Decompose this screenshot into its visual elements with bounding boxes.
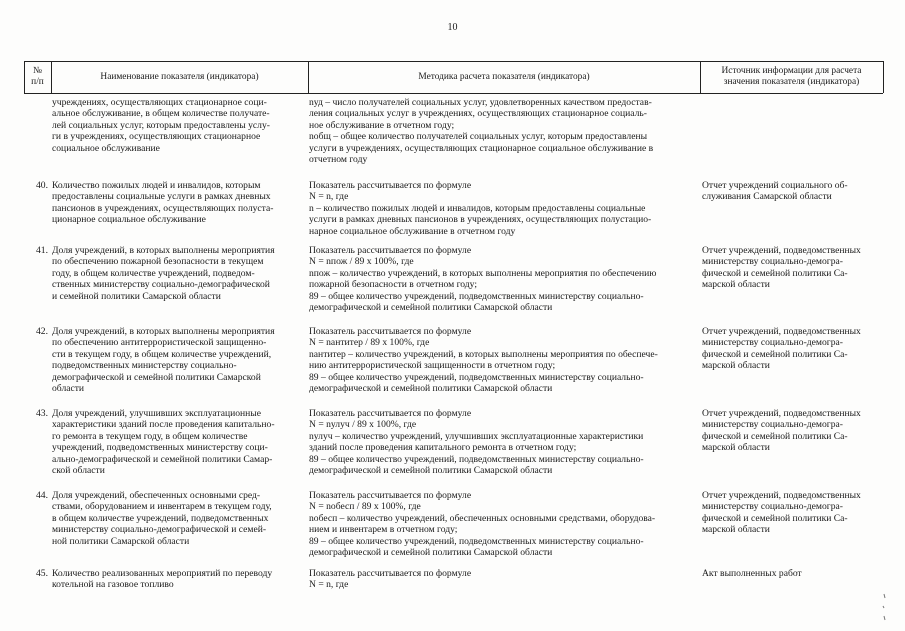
row-method: Показатель рассчитывается по формуле N = nобесп / 89 x 100%, где nобесп – количество учреждений, обеспеченных основными средствами, оборудова- нием и инвентарем в отчетном году; 89 – общее количество учреждений, подведомственных министерству социально- демографической и семейной политики Самарской области (309, 490, 656, 559)
row-name: Количество реализованных мероприятий по переводу котельной на газовое топливо (52, 568, 273, 591)
table-header-bottom-rule (24, 93, 883, 94)
row-name: Доля учреждений, обеспеченных основными сред- ствами, оборудованием и инвентарем в текущем году, в общем количестве учреждений, подведомственных министерству социально-демографической и семей- ной политики Самарской области (52, 490, 272, 547)
row-num: 41. (36, 245, 48, 256)
header-name: Наименование показателя (индикатора) (100, 71, 259, 82)
row-num: 45. (36, 568, 48, 579)
row-name: учреждениях, осуществляющих стационарное соци- альное обслуживание, в общем количестве получате- лей социальных услуг, которым предоставлены услу- ги в учреждениях, осуществляющих стационарное социальное обслуживание (52, 97, 270, 154)
page-number: 10 (447, 22, 458, 33)
row-method: Показатель рассчитывается по формуле N = nулуч / 89 x 100%, где nулуч – количество учреждений, улучшивших эксплуатационные характеристики зданий после проведения капитального ремонта в отчетном году; 89 – общее количество учреждений, подведомственных министерству социально- демографической и семейной политики Самарской области (309, 408, 644, 477)
header-source: Источник информации для расчета значения показателя (индикатора) (721, 66, 862, 87)
row-source: Отчет учреждений, подведомственных министерству социально-демогра- фической и семейной политики Са- марской области (702, 326, 861, 372)
row-source: Отчет учреждений, подведомственных министерству социально-демогра- фической и семейной политики Са- марской области (702, 408, 861, 454)
row-source: Акт выполненных работ (702, 568, 802, 579)
margin-scratch-mark (877, 592, 891, 622)
header-num: № п/п (31, 66, 44, 87)
row-name: Количество пожилых людей и инвалидов, которым предоставлены социальные услуги в рамках дневных пансионов в учреждениях, осуществляющих полуста- ционарное социальное обслуживание (52, 180, 274, 226)
row-num: 42. (36, 326, 48, 337)
row-name: Доля учреждений, улучшивших эксплуатационные характеристики зданий после проведения капитально- го ремонта в текущем году, в общем количестве учреждений, подведомственных министерству соци- ально-демографической и семейной политики Самар- ской области (52, 408, 275, 477)
row-num: 44. (36, 490, 48, 501)
row-name: Доля учреждений, в которых выполнены мероприятия по обеспечению пожарной безопасности в текущем году, в общем количестве учреждений, подведом- ственных министерству социально-демографической и семейной политики Самарской области (52, 245, 275, 302)
row-source: Отчет учреждений, подведомственных министерству социально-демогра- фической и семейной политики Са- марской области (702, 245, 861, 291)
row-method: Показатель рассчитывается по формуле N = n, где n – количество пожилых людей и инвалидов, которым предоставлены социальные услуги в рамках дневных пансионов в учреждениях, осуществляющих полустацио- нарное социальное обслуживание в отчетном году (309, 180, 652, 237)
row-method: Показатель рассчитывается по формуле N = n, где (309, 568, 472, 591)
row-name: Доля учреждений, в которых выполнены мероприятия по обеспечению антитеррористической защищенно- сти в текущем году, в общем количестве учреждений, подведомственных министерству социально- демографической и семейной политики Самарской области (52, 326, 275, 395)
row-num: 43. (36, 408, 48, 419)
row-method: Показатель рассчитывается по формуле N = nпож / 89 x 100%, где nпож – количество учреждений, в которых выполнены мероприятия по обеспечению пожарной безопасности в отчетном году; 89 – общее количество учреждений, подведомственных министерству социально- демографической и семейной политики Самарской области (309, 245, 657, 314)
row-method: Показатель рассчитывается по формуле N = nантитер / 89 x 100%, где nантитер – количество учреждений, в которых выполнены мероприятия по обеспече- нию антитеррористической защищенности в отчетном году; 89 – общее количество учреждений, подведомственных министерству социально- демографической и семейной политики Самарской области (309, 326, 658, 395)
table-border-right (883, 61, 884, 93)
row-source: Отчет учреждений, подведомственных министерству социально-демогра- фической и семейной политики Са- марской области (702, 490, 861, 536)
row-method: nуд – число получателей социальных услуг, удовлетворенных качеством предостав- ления социальных услуг в учреждениях, осуществляющих стационарное социаль- ное обслуживание в отчетном году; nобщ – общее количество получателей социальных услуг, которым предоставлены услуги в учреждениях, осуществляющих стационарное социальное обслуживание в отчетном году (309, 97, 654, 166)
row-source: Отчет учреждений социального об- служивания Самарской области (702, 180, 848, 203)
header-method: Методика расчета показателя (индикатора) (418, 71, 590, 82)
row-num: 40. (36, 180, 48, 191)
